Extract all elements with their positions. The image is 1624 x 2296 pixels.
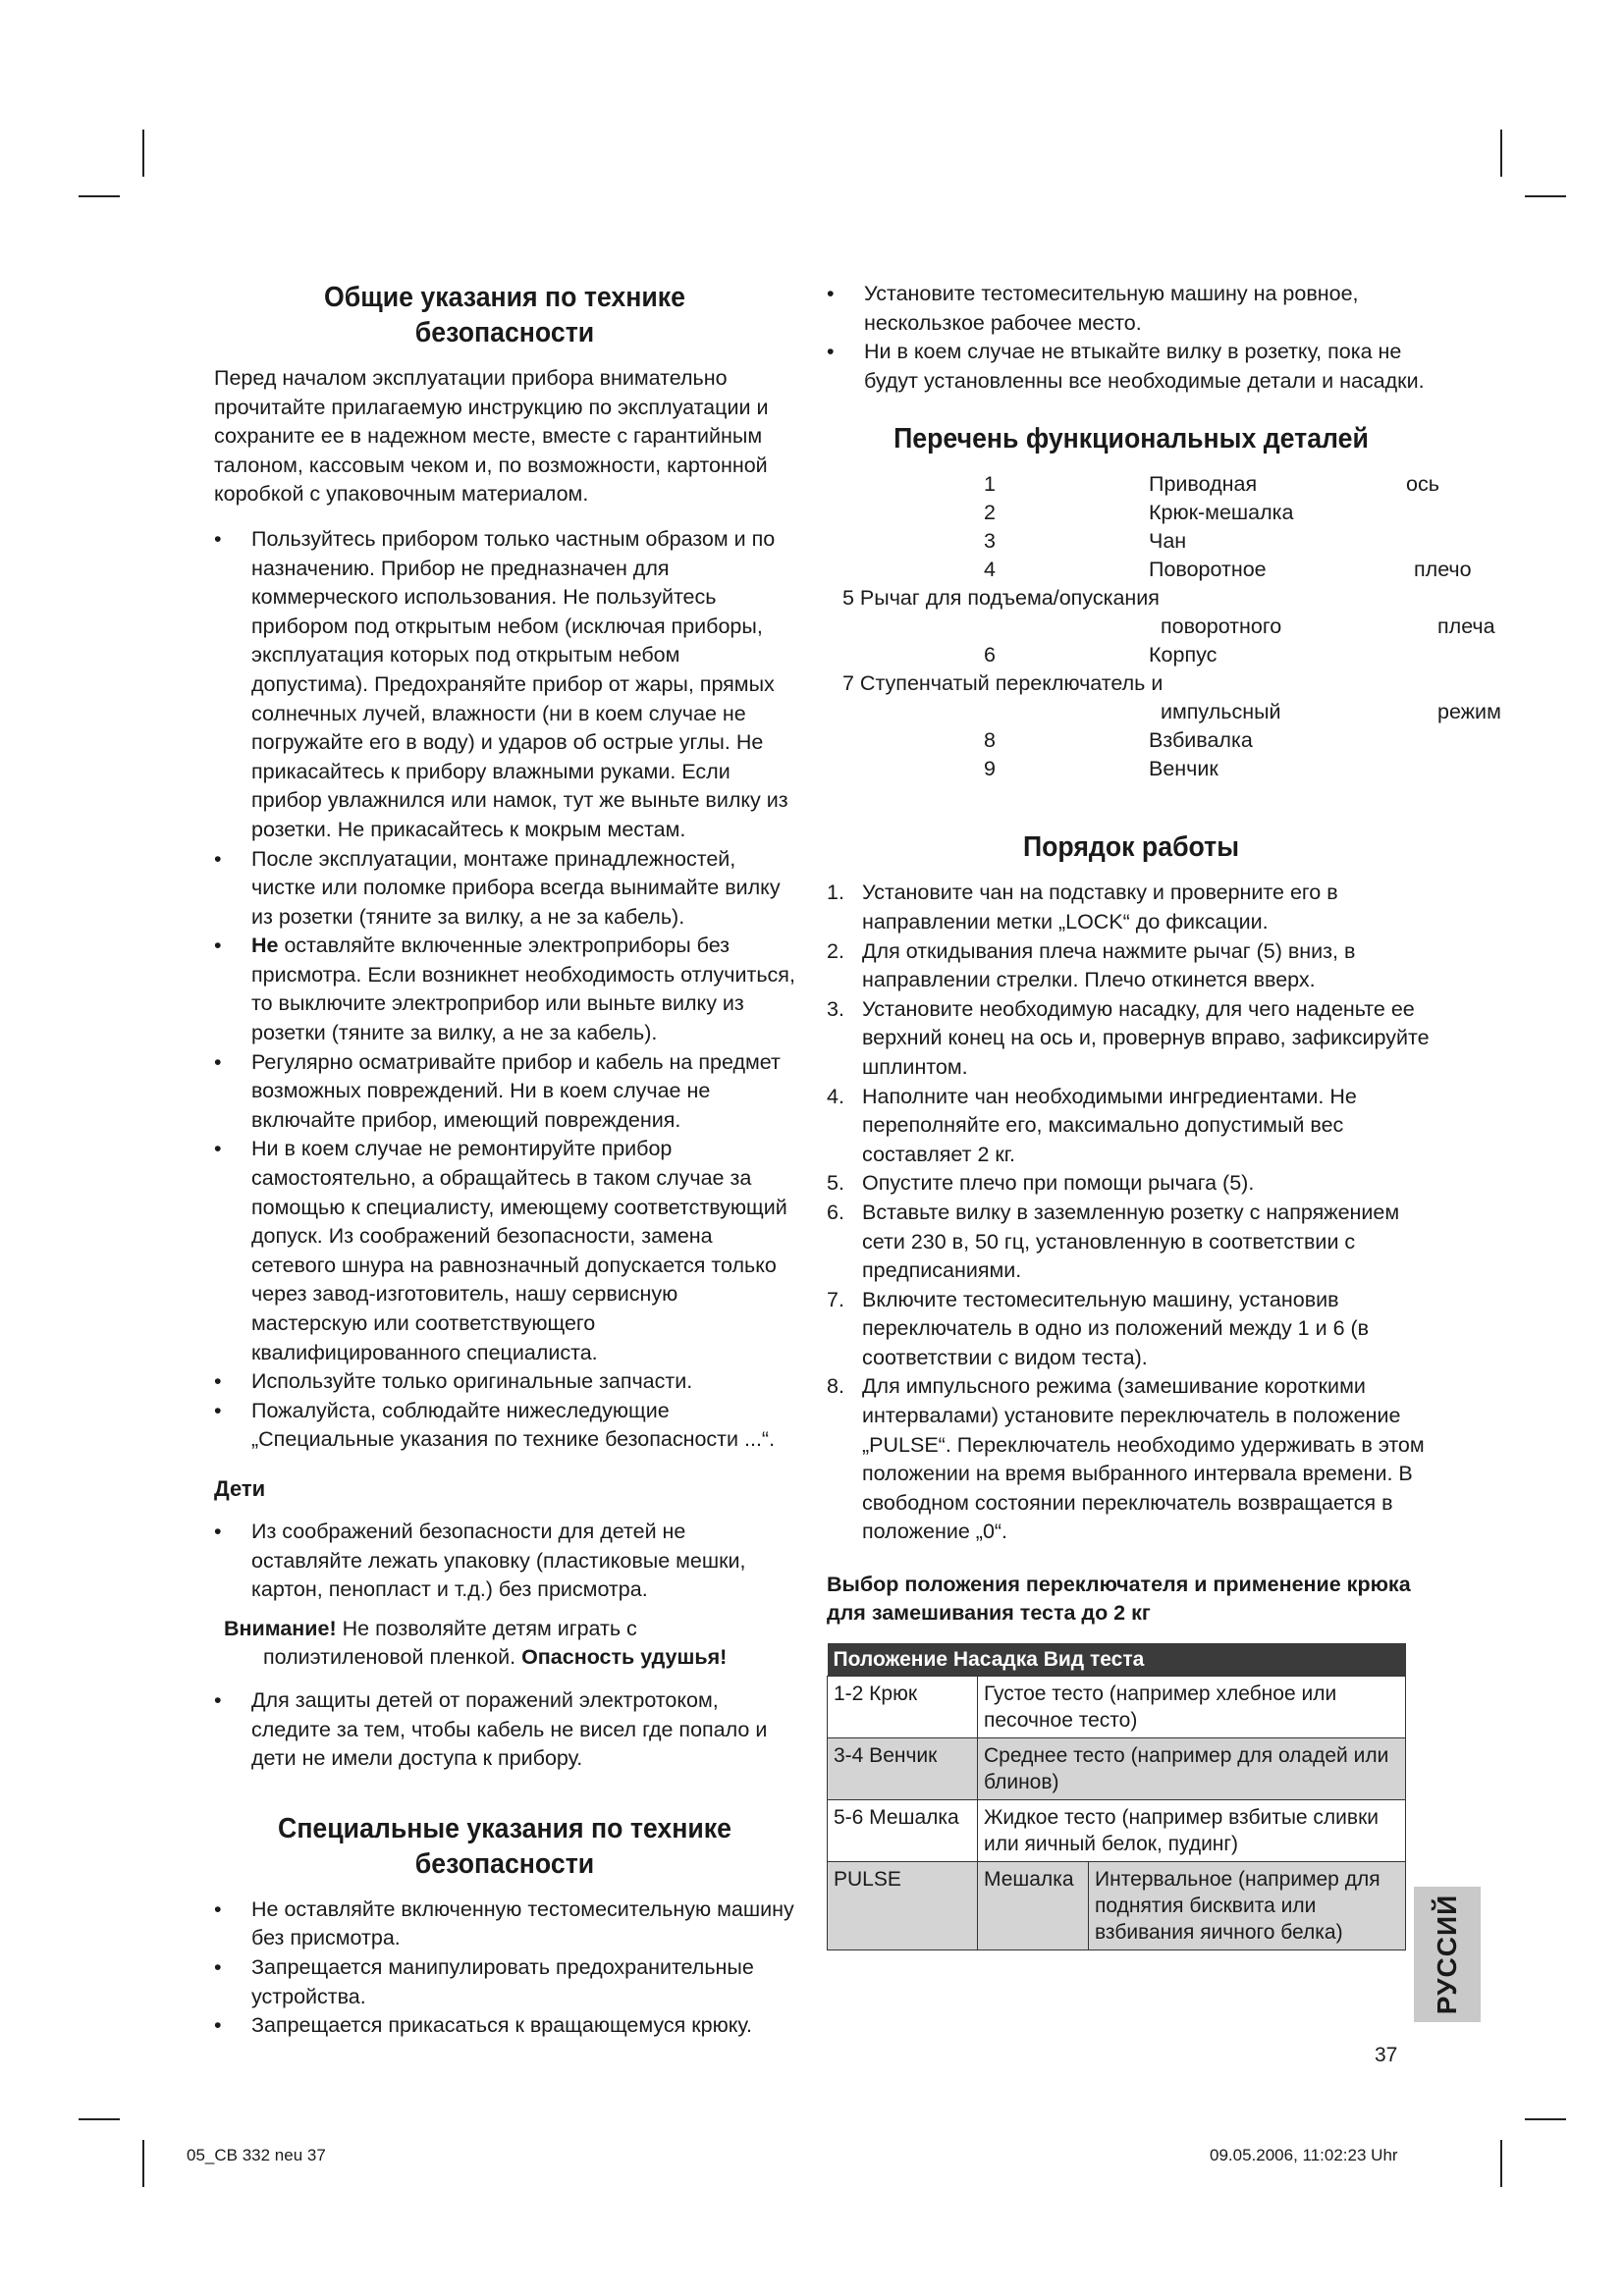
part-name: Поворотное [1149,558,1267,582]
step-text: Для импульсного режима (замешивание короткими интервалами) установите переключатель в положение „PULSE“. Переключатель необходимо удерживать в этом положении на время выбранного интервала времени. В свободном состоянии переключатель возвращается в положение „0“. [862,1374,1425,1544]
children-list [214,1518,795,1605]
footer-right: 09.05.2006, 11:02:23 Uhr [1210,2146,1398,2164]
heading-operation: Порядок работы [1022,831,1240,864]
step-text: Наполните чан необходимыми ингредиентами. Не переполняйте его, максимально допустимый вес составляет 2 кг. [862,1084,1357,1166]
step-number: 5. [827,1171,844,1196]
step-text: Вставьте вилку в заземленную розетку с напряжением сети 230 в, 50 гц, установленную в соответствии с предписаниями. [862,1200,1400,1283]
step-number: 6. [827,1200,844,1224]
table-cell: Среднее тесто (например для оладей или блинов) [978,1738,1406,1800]
crop-mark [1525,195,1566,197]
list-item [214,932,795,1047]
bold-ne: Не [251,934,279,958]
step-item [827,1199,1435,1286]
part-number: 6 [984,643,996,667]
part-name: 7 Ступенчатый переключатель и [842,671,1164,696]
part-name-cont: ось [1406,472,1439,497]
special-list [214,1896,795,2041]
left-column [214,280,795,2041]
step-number: 7. [827,1287,844,1311]
table-header-row [828,1643,1406,1677]
part-name: Корпус [1149,643,1218,667]
table-cell: Мешалка [978,1862,1089,1950]
step-item [827,1169,1435,1199]
table-row [828,1800,1406,1862]
warning-text: полиэтиленовой пленкой. [263,1645,522,1670]
table-header: Положение Насадка Вид теста [828,1643,1406,1677]
step-text: Установите необходимую насадку, для чего наденьте ее верхний конец на ось и, провернув вправо, зафиксируйте шплинтом. [862,996,1430,1079]
list-item: • Из соображений безопасности для детей не оставляйте лежать упаковку (пластиковые мешки, картон, пенопласт и т.д.) без присмотра. [214,1518,795,1605]
list-item: • Для защиты детей от поражений электротоком, следите за тем, чтобы кабель не висел где попало и дети не имели доступа к прибору. [214,1686,795,1774]
part-number: 3 [984,529,996,554]
step-text: Для откидывания плеча нажмите рычаг (5) вниз, в направлении стрелки. Плечо откинется вверх. [862,938,1356,992]
language-tab [1414,1887,1481,2022]
step-number: 1. [827,881,844,905]
intro-paragraph: Перед началом эксплуатации прибора внимательно прочитайте прилагаемую инструкцию по эксплуатации и сохраните ее в надежном месте, вместе с гарантийным талоном, кассовым чеком и, по возможности, картонной коробкой с упаковочным материалом. [214,366,769,507]
list-item: • Ни в коем случае не ремонтируйте прибор самостоятельно, а обращайтесь в таком случае за помощью к специалисту, имеющему соответствующий допуск. Из соображений безопасности, замена сетевого шнура на равнозначный допускается только через завод-изготовитель, нашу сервисную мастерскую или соответствующего квалифицированного специалиста. [214,1135,795,1367]
part-name: 5 Рычаг для подъема/опускания [842,586,1160,611]
part-number: 2 [984,501,996,525]
settings-table [827,1643,1406,1950]
right-column [827,280,1501,1950]
step-text: Опустите плечо при помощи рычага (5). [862,1171,1255,1196]
crop-mark [1525,2118,1566,2120]
step-number: 2. [827,938,844,963]
heading-special-safety: Специальные указания по технике [278,1812,731,1844]
crop-mark [79,2118,120,2120]
part-name: Чан [1149,529,1187,554]
list-item: • Используйте только оригинальные запчасти. [214,1367,795,1397]
part-name: Взбивалка [1149,728,1253,753]
part-name-cont: импульсный [1161,700,1281,724]
part-name: Крюк-мешалка [1149,501,1294,525]
list-item: • Регулярно осматривайте прибор и кабель на предмет возможных повреждений. Ни в коем случае не включайте прибор, имеющий повреждения. [214,1048,795,1136]
table-row [828,1677,1406,1738]
table-cell: 3-4 Венчик [828,1738,978,1800]
list-item: • Установите тестомесительную машину на ровное, нескользкое рабочее место. [827,280,1435,338]
step-number: 4. [827,1084,844,1108]
step-number: 8. [827,1374,844,1399]
table-row [828,1862,1406,1950]
part-name-cont: плечо [1414,558,1472,582]
list-item: • Не оставляйте включенную тестомесительную машину без присмотра. [214,1896,795,1953]
crop-mark [142,130,144,177]
list-item: • Пожалуйста, соблюдайте нижеследующие „Специальные указания по технике безопасности ...“. [214,1397,795,1455]
warning-block [214,1615,795,1673]
table-cell: 5-6 Мешалка [828,1800,978,1862]
setup-list [827,280,1435,396]
warning-label: Внимание! [224,1616,337,1640]
part-name: Приводная [1149,472,1258,497]
page-number: 37 [1375,2044,1398,2066]
children-list-2 [214,1686,795,1774]
list-item: • После эксплуатации, монтаже принадлежностей, чистке или поломке прибора всегда вынимайте вилку из розетки (тяните за вилку, а не за кабель). [214,845,795,933]
heading-parts: Перечень функциональных деталей [893,423,1369,455]
part-name-cont: поворотного [1161,614,1282,639]
step-number: 3. [827,996,844,1021]
danger-text: Опасность удушья! [521,1645,728,1670]
step-text: Установите чан на подставку и проверните его в направлении метки „LOCK“ до фиксации. [862,881,1338,934]
heading-children: Дети [214,1475,266,1501]
part-name-cont: плеча [1437,614,1495,639]
part-number: 8 [984,728,996,753]
part-name-cont: режим [1437,700,1501,724]
heading-general-safety: Общие указания по технике безопасности [324,282,685,348]
warning-text: Не позволяйте детям играть с [336,1616,637,1640]
list-item: • Ни в коем случае не втыкайте вилку в розетку, пока не будут установленны все необходимые детали и насадки. [827,338,1435,396]
step-item [827,1286,1435,1373]
table-cell: PULSE [828,1862,978,1950]
step-item [827,1083,1435,1170]
part-name: Венчик [1149,757,1218,781]
safety-list [214,525,795,1455]
list-item: • Запрещается манипулировать предохранительные устройства. [214,1953,795,2011]
list-item: • Пользуйтесь прибором только частным образом и по назначению. Прибор не предназначен для коммерческого использования. Не пользуйтесь прибором под открытым небом (исключая приборы, эксплуатация которых под открытым небом допустима). Предохраняйте прибор от жары, прямых солнечных лучей, влажности (ни в коем случае не погружайте его в воду) и ударов об острые углы. Не прикасайтесь к прибору влажными руками. Если прибор увлажнился или намок, тут же выньте вилку из розетки. Не прикасайтесь к мокрым местам. [214,525,795,845]
steps-list [827,879,1435,1547]
table-cell: Интервальное (например для поднятия бисквита или взбивания яичного белка) [1089,1862,1406,1950]
part-number: 1 [984,472,996,497]
part-number: 4 [984,558,996,582]
crop-mark [142,2140,144,2187]
crop-mark [1500,130,1502,177]
table-cell: 1-2 Крюк [828,1677,978,1738]
crop-mark [1500,2140,1502,2187]
step-text: Включите тестомесительную машину, установив переключатель в одно из положений между 1 и 6 (в соответствии с видом теста). [862,1287,1370,1369]
list-item: • Запрещается прикасаться к вращающемуся крюку. [214,2011,795,2041]
table-cell: Густое тесто (например хлебное или песочное тесто) [978,1677,1406,1738]
crop-mark [79,195,120,197]
language-tab-label: РУССИЙ [1432,1894,1463,2015]
step-item [827,879,1435,936]
step-item [827,1372,1435,1547]
part-number: 9 [984,757,996,781]
parts-list [827,470,1501,794]
heading-special-safety-2: безопасности [414,1847,595,1880]
step-item [827,937,1435,995]
table-title: Выбор положения переключателя и применение крюка для замешивания теста до 2 кг [827,1573,1411,1626]
step-item [827,995,1435,1083]
table-cell: Жидкое тесто (например взбитые сливки или яичный белок, пудинг) [978,1800,1406,1862]
list-item-text: оставляйте включенные электроприборы без присмотра. Если возникнет необходимость отлучиться, то выключите электроприбор или выньте вилку из розетки (тяните за вилку, а не за кабель). [251,934,795,1045]
table-row [828,1738,1406,1800]
footer-left: 05_CB 332 neu 37 [187,2146,326,2164]
